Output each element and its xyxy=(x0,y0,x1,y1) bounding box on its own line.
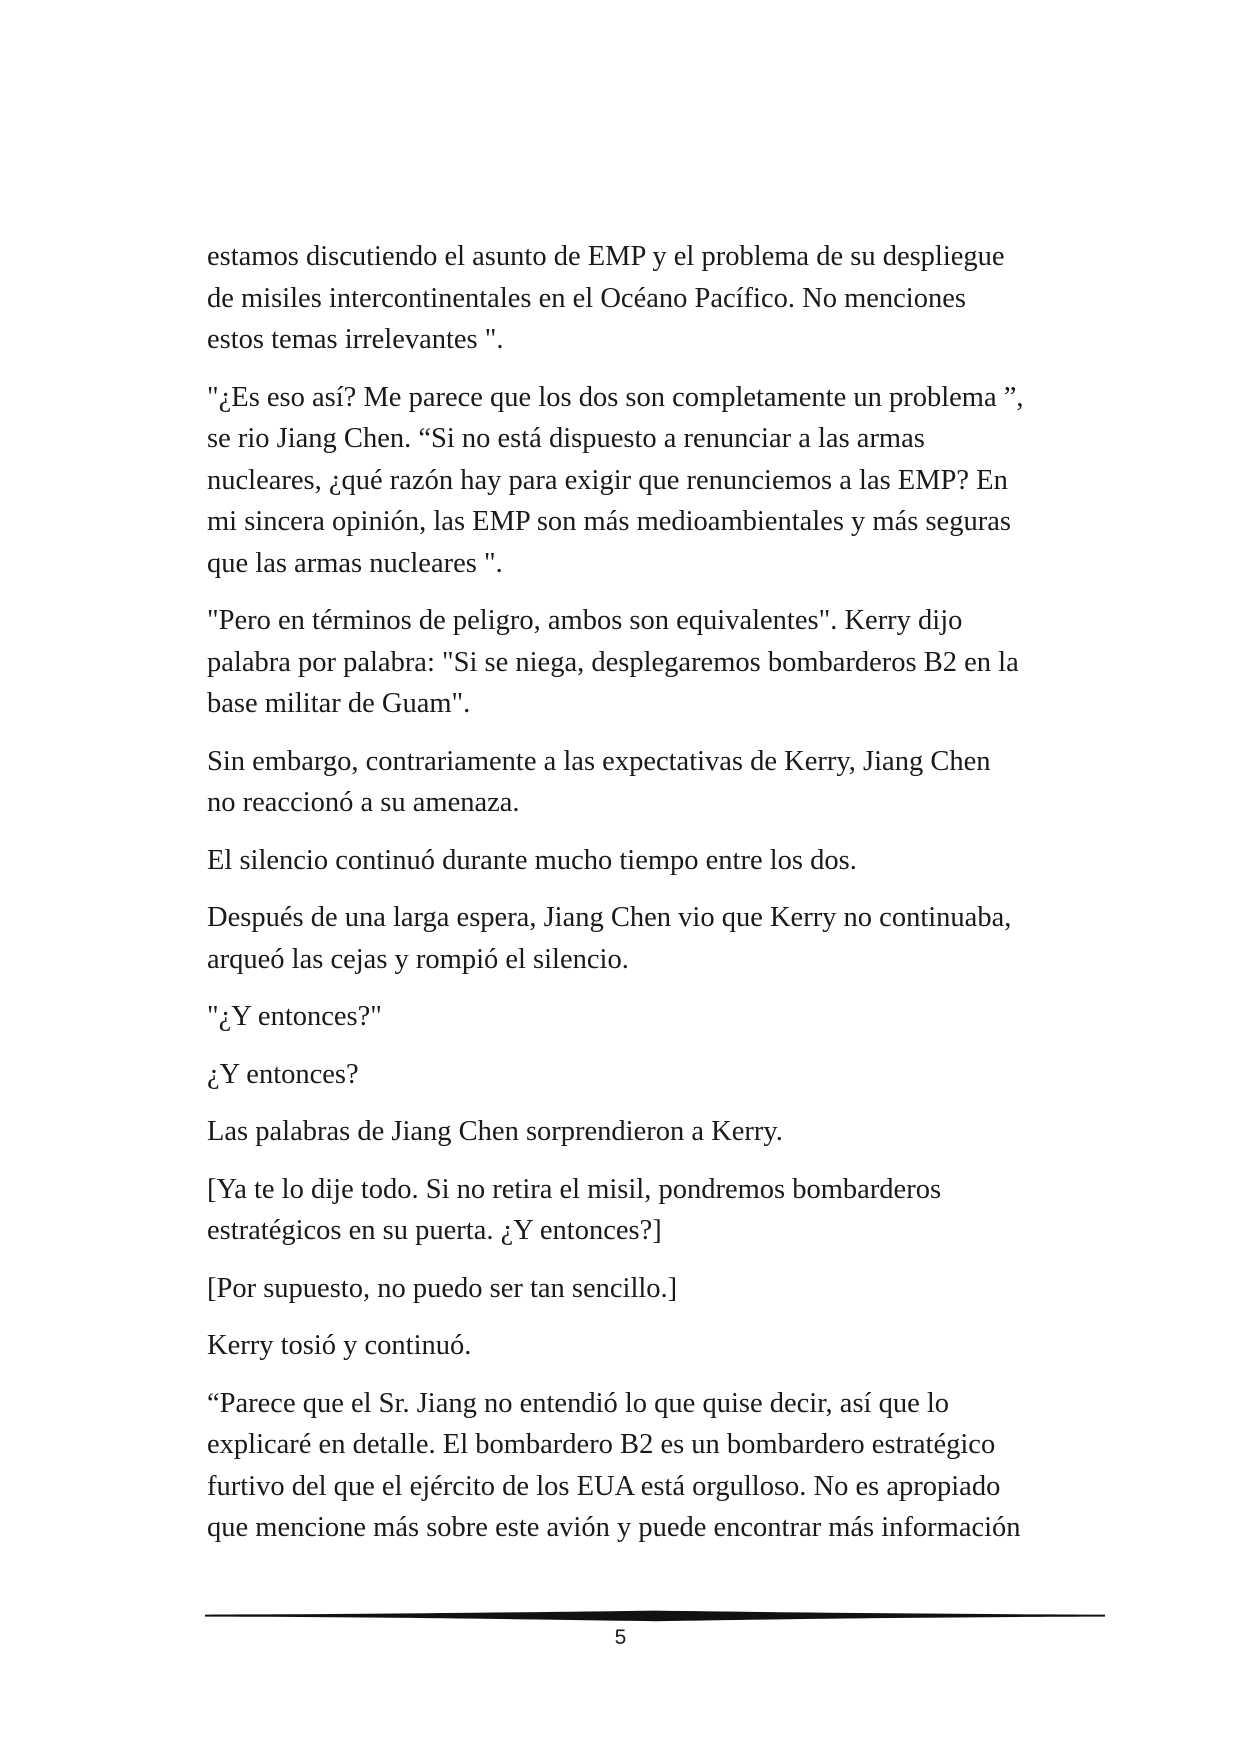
paragraph xyxy=(207,1054,1087,1096)
text-line: base militar de Guam". xyxy=(207,688,471,719)
text-line: nucleares, ¿qué razón hay para exigir que renunciemos a las EMP? En xyxy=(207,464,1008,496)
footer-rule xyxy=(205,1610,1105,1622)
paragraph xyxy=(207,1325,1087,1367)
text-line: Después de una larga espera, Jiang Chen vio que Kerry no continuaba, xyxy=(207,902,1012,933)
page-number: 5 xyxy=(614,1626,627,1649)
text-line: palabra por palabra: "Si se niega, desplegaremos bombarderos B2 en la xyxy=(207,646,1019,678)
text-line: Kerry tosió y continuó. xyxy=(207,1330,472,1361)
paragraph xyxy=(207,600,1087,725)
text-line: explicaré en detalle. El bombardero B2 es un bombardero estratégico xyxy=(207,1429,996,1460)
text-line: [Por supuesto, no puedo ser tan sencillo.] xyxy=(207,1272,678,1304)
paragraph xyxy=(207,1169,1087,1252)
text-line: Las palabras de Jiang Chen sorprendieron a Kerry. xyxy=(207,1116,783,1147)
body-text xyxy=(207,236,1087,1565)
text-line: estratégicos en su puerta. ¿Y entonces?] xyxy=(207,1215,662,1246)
text-line: estos temas irrelevantes ". xyxy=(207,324,504,355)
text-line: “Parece que el Sr. Jiang no entendió lo que quise decir, así que lo xyxy=(207,1387,950,1419)
text-line: se rio Jiang Chen. “Si no está dispuesto a renunciar a las armas xyxy=(207,423,925,454)
text-line: "¿Es eso así? Me parece que los dos son completamente un problema ”, xyxy=(207,381,1024,413)
text-line: El silencio continuó durante mucho tiempo entre los dos. xyxy=(207,844,857,876)
text-line: [Ya te lo dije todo. Si no retira el misil, pondremos bombarderos xyxy=(207,1173,942,1205)
text-line: de misiles intercontinentales en el Océano Pacífico. No menciones xyxy=(207,282,966,314)
text-line: furtivo del que el ejército de los EUA está orgulloso. No es apropiado xyxy=(207,1470,1001,1502)
text-line: estamos discutiendo el asunto de EMP y el problema de su despliegue xyxy=(207,241,1005,272)
text-line: Sin embargo, contrariamente a las expectativas de Kerry, Jiang Chen xyxy=(207,745,991,777)
paragraph xyxy=(207,1111,1087,1153)
text-line: "¿Y entonces?" xyxy=(207,1001,382,1032)
text-line: "Pero en términos de peligro, ambos son equivalentes". Kerry dijo xyxy=(207,605,963,636)
text-line: ¿Y entonces? xyxy=(207,1058,359,1090)
paragraph xyxy=(207,377,1087,585)
text-line: no reaccionó a su amenaza. xyxy=(207,787,520,818)
paragraph xyxy=(207,741,1087,824)
text-line: mi sincera opinión, las EMP son más medioambientales y más seguras xyxy=(207,506,1011,537)
paragraph xyxy=(207,897,1087,980)
text-line: que las armas nucleares ". xyxy=(207,547,503,579)
paragraph xyxy=(207,840,1087,882)
text-line: arqueó las cejas y rompió el silencio. xyxy=(207,943,629,975)
paragraph xyxy=(207,996,1087,1038)
paragraph xyxy=(207,1383,1087,1549)
text-line: que mencione más sobre este avión y puede encontrar más información xyxy=(207,1512,1021,1543)
paragraph xyxy=(207,1268,1087,1310)
paragraph xyxy=(207,236,1087,361)
